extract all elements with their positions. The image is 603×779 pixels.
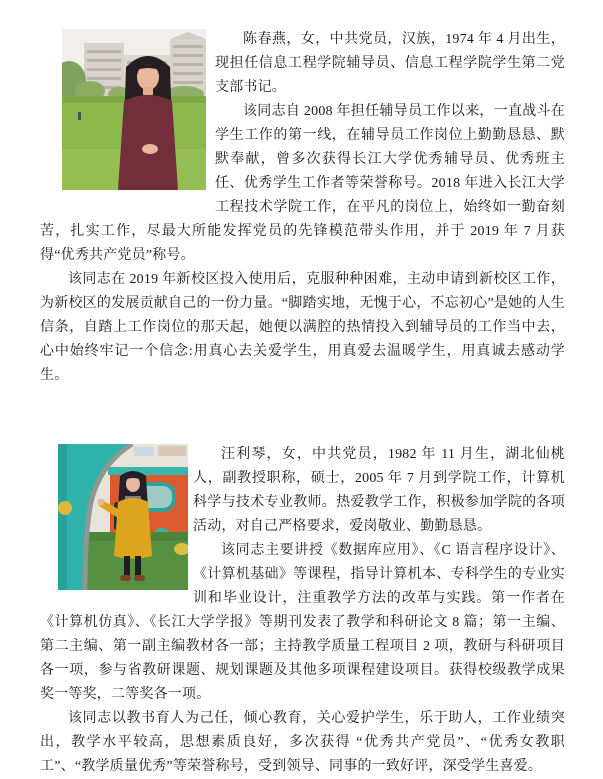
photo-wang-liqin-playground xyxy=(58,444,188,590)
bio-paragraph-intro: 汪利琴，女，中共党员，1982 年 11 月生，湖北仙桃人，副教授职称，硕士，2005 年 7 月到学院工作，计算机科学与技术专业教师。热爱教学工作，积极参加学院的各项活动，对自己严格要求，爱岗敬业、勤勤恳恳。 xyxy=(193,447,565,534)
playground-arch-portrait-illustration xyxy=(58,444,188,590)
photo-chen-chunyan-campus xyxy=(62,29,206,190)
bio-paragraph-intro: 陈春燕，女，中共党员，汉族，1974 年 4 月出生，现担任信息工程学院辅导员、信息工程学院学生第二党支部书记。 xyxy=(215,32,565,95)
profile-section-chen-chunyan xyxy=(40,28,565,388)
bio-paragraph-career: 该同志自 2008 年担任辅导员工作以来，一直战斗在学生工作的第一线，在辅导员工作岗位上勤勤恳恳、默默奉献，曾多次获得长江大学优秀辅导员、优秀班主任、优秀学生工作者等荣誉称号。2018 年进入长江大学工程技术学院工作，在平凡的岗位上，始终如一勤奋刻苦，扎实工作，尽最大所能发挥党员的先锋模范带头作用，并于 2019 年 7 月获得“优秀共产党员”称号。 xyxy=(40,104,565,263)
campus-lawn-portrait-illustration xyxy=(62,29,206,190)
bio-paragraph-motto: 该同志在 2019 年新校区投入使用后，克服种种困难，主动申请到新校区工作，为新校区的发展贡献自己的一份力量。“脚踏实地，无愧于心，不忘初心”是她的人生信条，自踏上工作岗位的那天起，她便以满腔的热情投入到辅导员的工作当中去，心中始终牢记一个信念:用真心去关爱学生，用真爱去温暖学生，用真诚去感动学生。 xyxy=(40,272,565,383)
profile-section-wang-liqin xyxy=(40,443,565,779)
bio-paragraph-teaching: 该同志主要讲授《数据库应用》、《C 语言程序设计》、《计算机基础》等课程，指导计算机本、专科学生的专业实训和毕业设计，注重教学方法的改革与实践。第一作者在《计算机仿真》、《长江大学学报》等期刊发表了教学和科研论文 8 篇；第一主编、第二主编、第一副主编教材各一部；主持教学质量工程项目 2 项，教研与科研项目各一项，参与省教研课题、规划课题及其他多项课程建设项目。获得校级教学成果奖一等奖，二等奖各一项。 xyxy=(40,543,565,702)
bio-paragraph-honors: 该同志以教书育人为己任，倾心教育，关心爱护学生，乐于助人，工作业绩突出，教学水平较高，思想素质良好，多次获得 “优秀共产党员”、“优秀女教职工”、“教学质量优秀”等荣誉称号，受到领导、同事的一致好评，深受学生喜爱。 xyxy=(40,711,565,774)
